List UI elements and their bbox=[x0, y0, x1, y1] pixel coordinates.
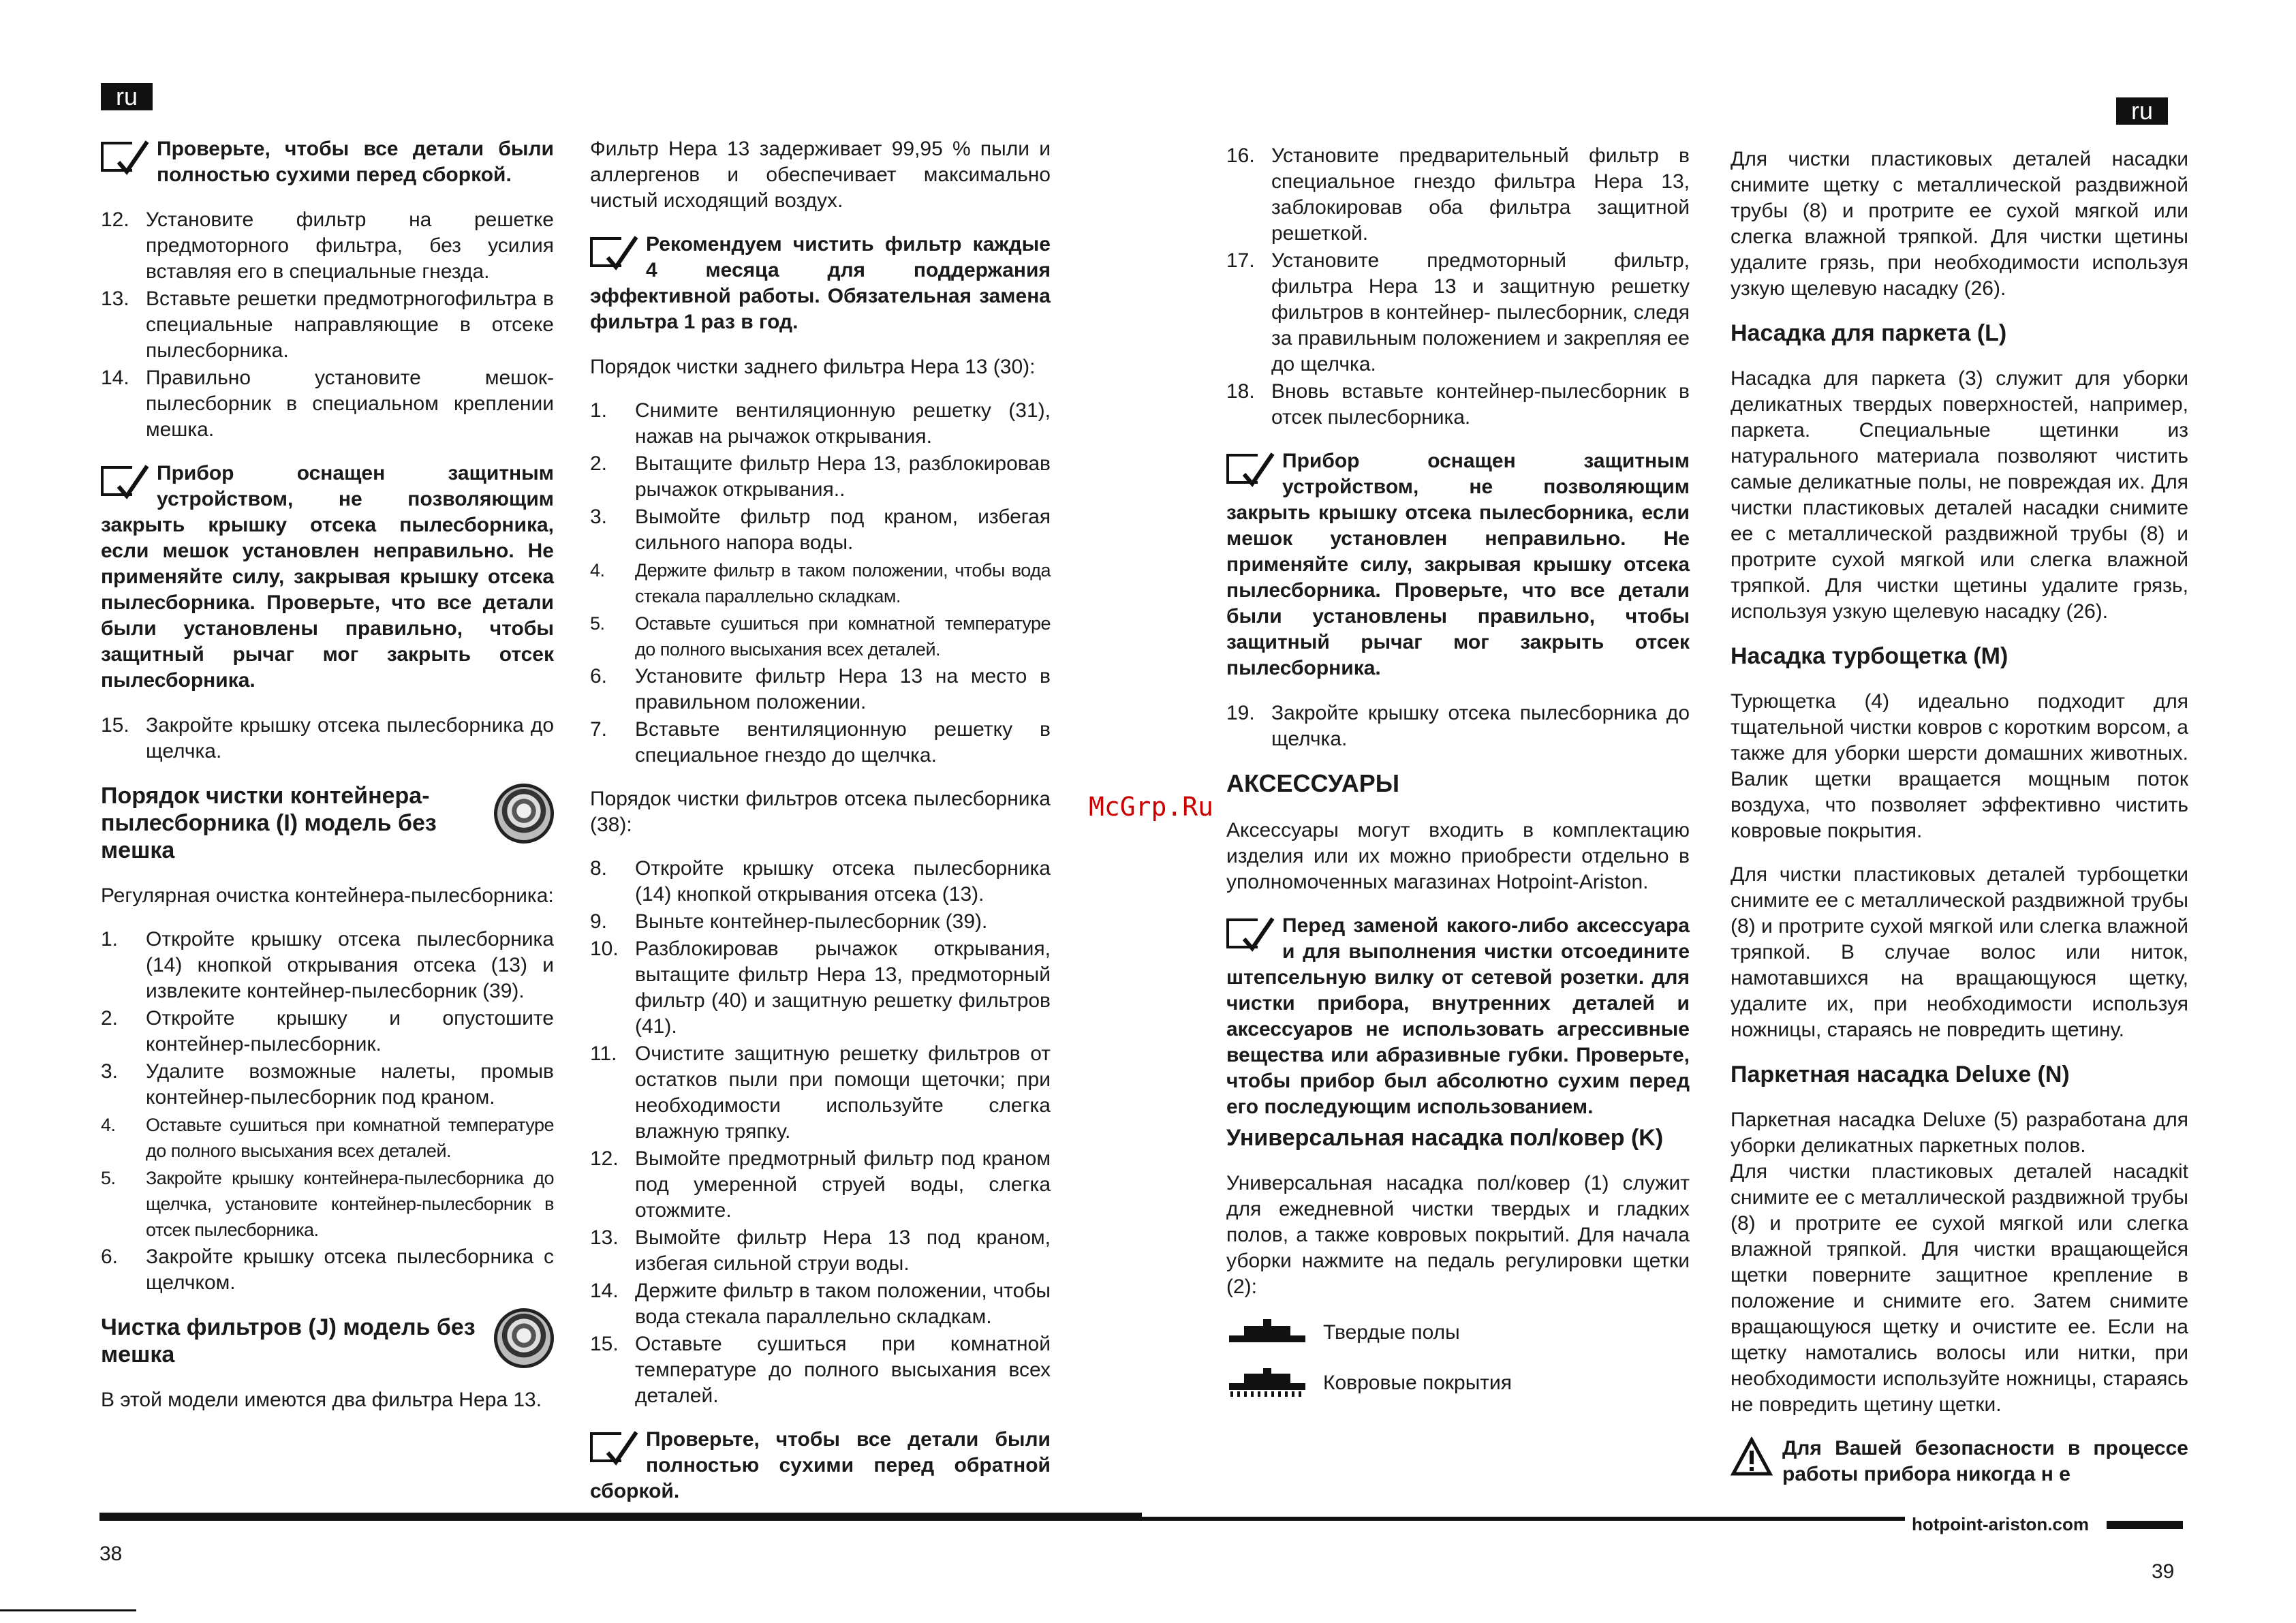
legend-carpet bbox=[1226, 1368, 1690, 1398]
paragraph: Для чистки пластиковых деталей насадки снимите щетку с металлической раздвижной трубы (8) и протрите ее сухой мягкой или слегка влажной тряпкой. Для чистки щетины удалите грязь, при необходимости используя узкую щелевую насадку (26). bbox=[1731, 148, 2188, 300]
page-number-left: 38 bbox=[99, 1543, 123, 1565]
list-item: 5. Оставьте сушиться при комнатной температуре до полного высыхания всех деталей. bbox=[590, 613, 1051, 660]
footer-rule-left bbox=[99, 1513, 1142, 1521]
section-heading: АКСЕССУАРЫ bbox=[1226, 769, 1399, 797]
note-text: Рекомендуем чистить фильтр каждые 4 месяца для поддержания эффективной работы. Обязательная замена фильтра 1 раз в год. bbox=[590, 233, 1051, 333]
section-heading: Паркетная насадка Deluxe (N) bbox=[1731, 1062, 2070, 1087]
paragraph: Насадка для паркета (3) служит для уборки деликатных твердых поверхностей, например, паркета. Специальные щетинки из натурального материала позволяют чистить самые деликатные полы, не повреждая их. Для чистки пластиковых деталей насадки снимите ее с металлической раздвижной трубы (8) и протрите сухой мягкой или слегка влажной тряпкой. Для чистки щетины удалите грязь, используя узкую щелевую насадку (26). bbox=[1731, 367, 2188, 623]
legend-hard-floor bbox=[1226, 1318, 1690, 1348]
list-item: 15. Закройте крышку отсека пылесборника до щелчка. bbox=[101, 714, 554, 762]
list-item: 4. Держите фильтр в таком положении, чтобы вода стекала параллельно складкам. bbox=[590, 560, 1051, 606]
list-item: 6. Установите фильтр Hepa 13 на место в правильном положении. bbox=[590, 665, 1051, 713]
note-text: Прибор оснащен защитным устройством, не позволяющим закрыть крышку отсека пылесборника, если мешок установлен неправильно. Не применяйте силу, закрывая крышку отсека пылесборника. Проверьте, что все детали были установлены правильно, чтобы защитный рычаг мог закрыть отсек пылесборника. bbox=[101, 462, 554, 692]
section-heading: Насадка для паркета (L) bbox=[1731, 320, 2007, 346]
list-item: 4. Оставьте сушиться при комнатной температуре до полного высыхания всех деталей. bbox=[101, 1115, 554, 1161]
column-2 bbox=[590, 136, 1051, 1524]
language-badge-right: ru bbox=[2116, 97, 2168, 125]
note-text: Проверьте, чтобы все детали были полностью сухими перед сборкой. bbox=[157, 138, 554, 186]
check-icon bbox=[590, 1429, 639, 1469]
list-item: 5. Закройте крышку контейнера-пылесборника до щелчка, установите контейнер-пылесборник в отсек пылесборника. bbox=[101, 1168, 554, 1240]
check-icon bbox=[1226, 916, 1275, 955]
check-icon bbox=[590, 234, 639, 274]
filter-icon bbox=[494, 1308, 554, 1368]
check-note bbox=[101, 461, 554, 694]
list-item: 7. Вставьте вентиляционную решетку в специальное гнездо до щелчка. bbox=[590, 718, 1051, 767]
steps-list bbox=[101, 713, 554, 764]
list-item: 9. Выньте контейнер-пылесборник (39). bbox=[590, 910, 988, 933]
paragraph: Регулярная очистка контейнера-пылесборника: bbox=[101, 884, 554, 907]
paragraph: Турющетка (4) идеально подходит для тщательной чистки ковров с коротким ворсом, а также для уборки шерсти домашних животных. Валик щетки вращается мощным поток воздуха, что позволяет эффективно чистить ковровые покрытия. bbox=[1731, 690, 2188, 842]
check-note bbox=[101, 136, 554, 188]
paragraph: Для чистки пластиковых деталей турбощетки снимите ее с металлической раздвижной трубы (8) и протрите сухой мягкой или слегка влажной тряпкой. В случае волос или ниток, намотавшихся на вращающуюся щетку, удалите их, при необходимости используя ножницы, стараясь не повредить щетину. bbox=[1731, 863, 2188, 1041]
check-note bbox=[1226, 448, 1690, 681]
list-item: 14. Держите фильтр в таком положении, чтобы вода стекала параллельно складкам. bbox=[590, 1280, 1051, 1328]
steps-list bbox=[590, 856, 1051, 1409]
warning-text: Для Вашей безопасности в процессе работы прибора никогда н е bbox=[1782, 1437, 2188, 1485]
footer-url: hotpoint-ariston.com bbox=[1912, 1514, 2089, 1534]
list-item: 15. Оставьте сушиться при комнатной температуре до полного высыхания всех деталей. bbox=[590, 1333, 1051, 1407]
paragraph: Аксессуары могут входить в комплектацию изделия или их можно приобрести отдельно в уполномоченных магазинах Hotpoint-Ariston. bbox=[1226, 819, 1690, 893]
list-item: 10. Разблокировав рычажок открывания, вытащите фильтр Hepa 13, предмоторный фильтр (40) и защитную решетку фильтров (41). bbox=[590, 938, 1051, 1038]
list-item: 3. Вымойте фильтр под краном, избегая сильного напора воды. bbox=[590, 506, 1051, 554]
check-icon bbox=[101, 463, 150, 503]
steps-list bbox=[590, 398, 1051, 769]
column-1 bbox=[101, 136, 554, 1431]
section-heading: Порядок чистки контейнера-пылесборника (I) модель без мешка bbox=[101, 783, 437, 863]
check-note bbox=[590, 1427, 1051, 1504]
list-item: 12. Установите фильтр на решетке предмоторного фильтра, без усилия вставляя его в специальные гнезда. bbox=[101, 208, 554, 283]
footer-rule-right bbox=[2107, 1521, 2183, 1529]
check-icon bbox=[1226, 451, 1275, 491]
safety-warning bbox=[1731, 1436, 2188, 1487]
check-icon bbox=[101, 139, 150, 179]
list-item: 6. Закройте крышку отсека пылесборника с щелчком. bbox=[101, 1246, 554, 1294]
language-badge-left: ru bbox=[101, 83, 153, 110]
list-item: 13. Вымойте фильтр Hepa 13 под краном, избегая сильной струи воды. bbox=[590, 1226, 1051, 1275]
bottom-edge-line bbox=[0, 1609, 136, 1611]
column-4 bbox=[1731, 146, 2188, 1487]
list-item: 8. Откройте крышку отсека пылесборника (14) кнопкой открывания отсека (13). bbox=[590, 857, 1051, 906]
section-heading: Универсальная насадка пол/ковер (K) bbox=[1226, 1125, 1664, 1151]
list-item: 14. Правильно установите мешок-пылесборник в специальном креплении мешка. bbox=[101, 367, 554, 441]
hard-floor-icon bbox=[1226, 1318, 1308, 1348]
list-item: 2. Вытащите фильтр Hepa 13, разблокировав рычажок открывания.. bbox=[590, 452, 1051, 501]
footer-rule-mid bbox=[1142, 1517, 1905, 1521]
legend-label: Ковровые покрытия bbox=[1323, 1372, 1512, 1394]
steps-list bbox=[1226, 700, 1690, 752]
list-item: 19. Закройте крышку отсека пылесборника до щелчка. bbox=[1226, 702, 1690, 750]
note-text: Проверьте, чтобы все детали были полностью сухими перед обратной сборкой. bbox=[590, 1428, 1051, 1502]
paragraph: Порядок чистки фильтров отсека пылесборника (38): bbox=[590, 788, 1051, 836]
page-number-right: 39 bbox=[2152, 1560, 2175, 1583]
paragraph: Фильтр Hepa 13 задерживает 99,95 % пыли и аллергенов и обеспечивает максимально чистый исходящий воздух. bbox=[590, 138, 1051, 212]
carpet-icon bbox=[1226, 1368, 1308, 1398]
steps-list bbox=[1226, 143, 1690, 431]
steps-list bbox=[101, 207, 554, 443]
list-item: 11. Очистите защитную решетку фильтров от остатков пыли при помощи щеточки; при необходимости используйте слегка влажную тряпку. bbox=[590, 1042, 1051, 1143]
list-item: 18. Вновь вставьте контейнер-пылесборник в отсек пылесборника. bbox=[1226, 380, 1690, 429]
list-item: 1. Снимите вентиляционную решетку (31), нажав на рычажок открывания. bbox=[590, 399, 1051, 448]
legend-label: Твердые полы bbox=[1323, 1321, 1460, 1344]
list-item: 16. Установите предварительный фильтр в специальное гнездо фильтра Hepa 13, заблокировав оба фильтра защитной решеткой. bbox=[1226, 144, 1690, 245]
steps-list bbox=[101, 927, 554, 1296]
list-item: 13. Вставьте решетки предмотрногофильтра в специальные направляющие в отсеке пылесборника. bbox=[101, 288, 554, 362]
list-item: 12. Вымойте предмотрный фильтр под краном под умеренной струей воды, слегка отожмите. bbox=[590, 1147, 1051, 1222]
warning-triangle-icon bbox=[1731, 1437, 1773, 1477]
check-note bbox=[590, 232, 1051, 335]
dust-container-icon bbox=[494, 784, 554, 844]
check-note bbox=[1226, 913, 1690, 1120]
section-heading: Насадка турбощетка (M) bbox=[1731, 643, 2008, 669]
paragraph: Порядок чистки заднего фильтра Hepa 13 (30): bbox=[590, 356, 1036, 378]
note-text: Перед заменой какого-либо аксессуара и для выполнения чистки отсоедините штепсельную вилку от сетевой розетки. для чистки прибора, внутренних деталей и аксессуаров не использовать агрессивные вещества или абразивные губки. Проверьте, чтобы прибор был абсолютно сухим перед его последующим использованием. bbox=[1226, 914, 1690, 1118]
column-3 bbox=[1226, 143, 1690, 1419]
note-text: Прибор оснащен защитным устройством, не позволяющим закрыть крышку отсека пылесборника, если мешок установлен неправильно. Не применяйте силу, закрывая крышку отсека пылесборника. Проверьте, что все детали были установлены правильно, чтобы защитный рычаг мог закрыть отсек пылесборника. bbox=[1226, 450, 1690, 679]
paragraph: Универсальная насадка пол/ковер (1) служит для ежедневной чистки твердых и гладких полов, а также ковровых покрытий. Для начала уборки нажмите на педаль регулировки щетки (2): bbox=[1226, 1172, 1690, 1298]
list-item: 17. Установите предмоторный фильтр, фильтра Hepa 13 и защитную решетку фильтров в контейнер- пылесборник, следя за правильным положением и закрепляя ее до щелчка. bbox=[1226, 249, 1690, 375]
paragraph: В этой модели имеются два фильтра Hepa 13. bbox=[101, 1389, 542, 1411]
paragraph: Паркетная насадка Deluxe (5) разработана для уборки деликатных паркетных полов. bbox=[1731, 1109, 2188, 1157]
paragraph: Для чистки пластиковых деталей насадкit снимите ее с металлической раздвижной трубы (8) и протрите ее сухой мягкой или слегка влажной тряпкой. Для чистки вращающейся щетки поверните защитное крепление в положение и снимите его. Затем снимите вращающуюся щетку и очистите ее. Если на щетку намотались волосы или нитки, при необходимости используйте ножницы, стараясь не повредить щетину щетки. bbox=[1731, 1160, 2188, 1416]
list-item: 3. Удалите возможные налеты, промыв контейнер-пылесборник под краном. bbox=[101, 1060, 554, 1109]
list-item: 2. Откройте крышку и опустошите контейнер-пылесборник. bbox=[101, 1007, 554, 1055]
list-item: 1. Откройте крышку отсека пылесборника (14) кнопкой открывания отсека (13) и извлеките контейнер-пылесборник (39). bbox=[101, 928, 554, 1002]
section-heading: Чистка фильтров (J) модель без мешка bbox=[101, 1314, 476, 1367]
watermark: McGrp.Ru bbox=[1089, 792, 1214, 822]
